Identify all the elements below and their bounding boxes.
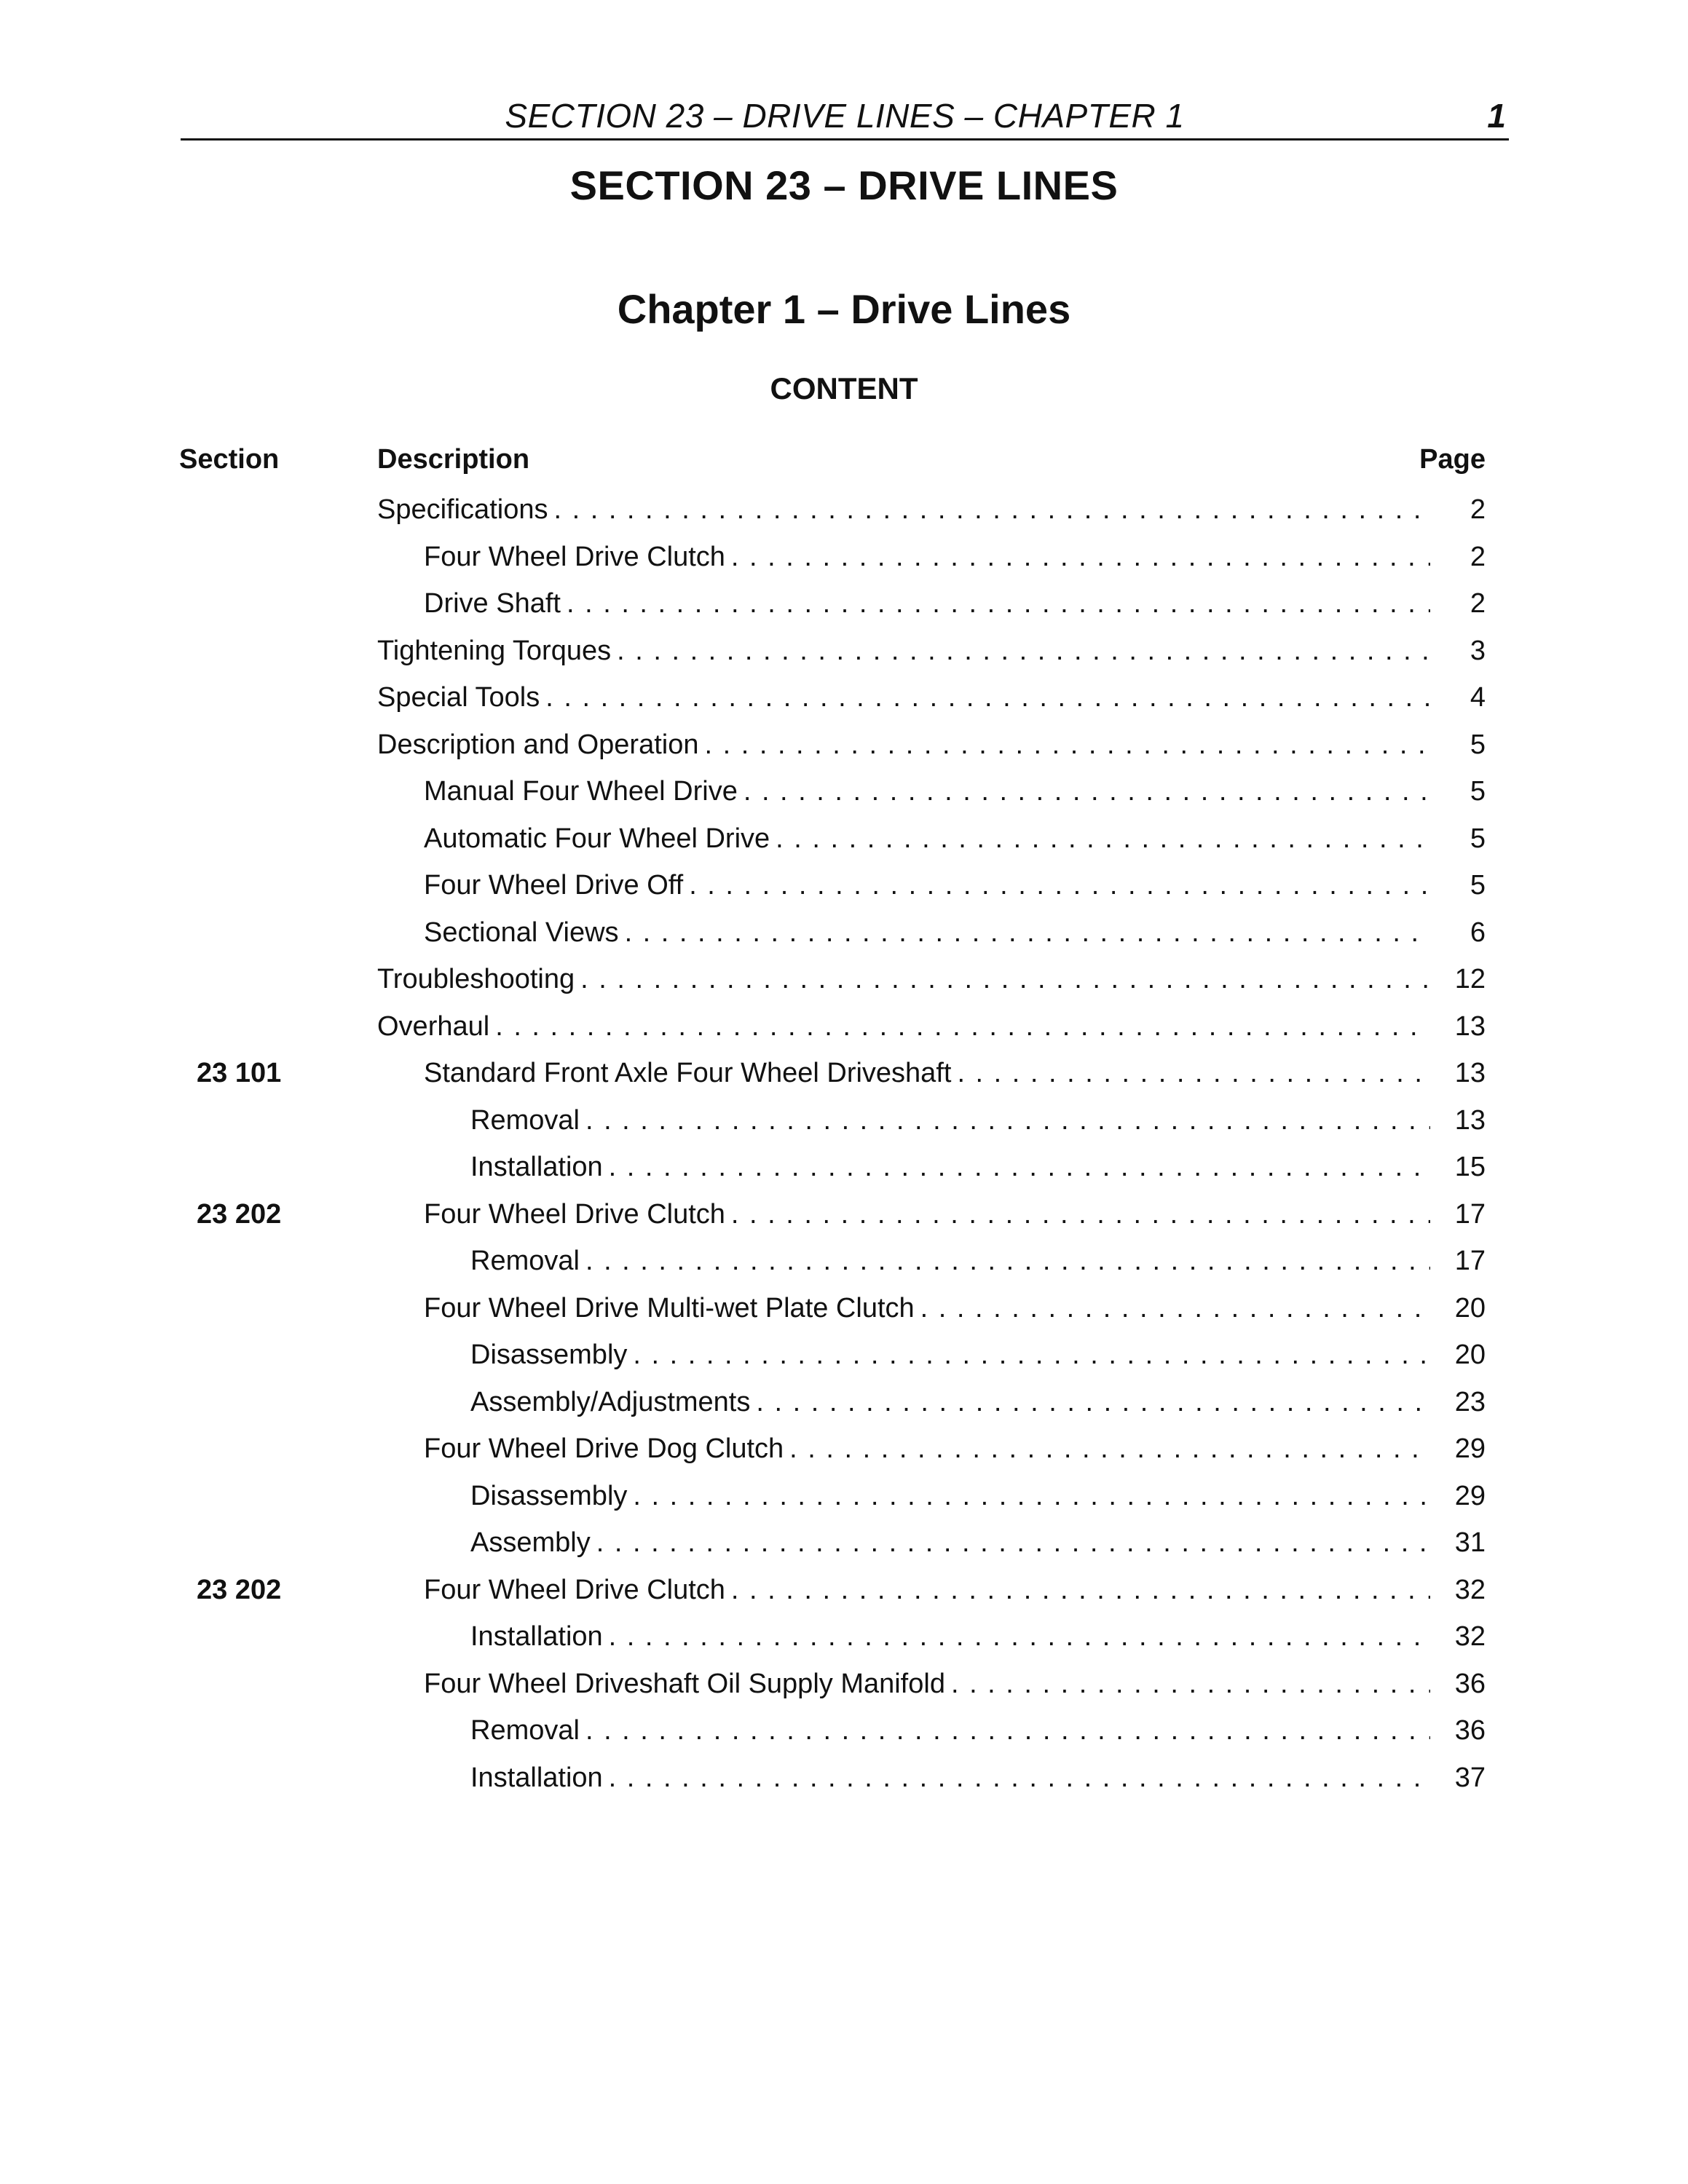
toc-row xyxy=(0,1003,1688,1051)
toc-entry-page: 5 xyxy=(1470,729,1486,760)
toc-entry-label: Specifications xyxy=(377,494,548,525)
toc-entry-label: Drive Shaft xyxy=(424,588,561,619)
dot-leader xyxy=(575,956,1430,1003)
toc-entry-label: Four Wheel Driveshaft Oil Supply Manifold xyxy=(424,1668,945,1699)
toc-row xyxy=(0,1379,1688,1426)
dot-leader xyxy=(603,1613,1430,1661)
toc-entry-page: 2 xyxy=(1470,588,1486,619)
dot-leader xyxy=(580,1707,1430,1754)
dot-leader xyxy=(580,1238,1430,1285)
toc-entry[interactable] xyxy=(424,768,1486,815)
toc-entry[interactable] xyxy=(470,1613,1486,1661)
toc-entry[interactable] xyxy=(424,815,1486,863)
toc-entry[interactable] xyxy=(470,1754,1486,1802)
toc-entry-page: 32 xyxy=(1454,1621,1486,1652)
toc-entry[interactable] xyxy=(377,486,1486,534)
dot-leader xyxy=(627,1473,1430,1520)
toc-row xyxy=(0,580,1688,628)
toc-row xyxy=(0,1473,1688,1520)
toc-entry-page: 37 xyxy=(1454,1762,1486,1793)
toc-row xyxy=(0,1707,1688,1754)
toc-entry-label: Installation xyxy=(470,1152,603,1182)
toc-entry[interactable] xyxy=(424,1567,1486,1614)
toc-row xyxy=(0,1567,1688,1614)
dot-leader xyxy=(750,1379,1430,1426)
dot-leader xyxy=(627,1332,1430,1379)
toc-row xyxy=(0,1332,1688,1379)
dot-leader xyxy=(725,1567,1430,1614)
toc-entry[interactable] xyxy=(424,1050,1486,1097)
toc-entry-label: Disassembly xyxy=(470,1340,628,1370)
toc-entry-label: Overhaul xyxy=(377,1010,490,1042)
dot-leader xyxy=(611,628,1430,675)
toc-entry[interactable] xyxy=(424,909,1486,957)
toc-row xyxy=(0,534,1688,581)
toc-entry[interactable] xyxy=(424,1661,1486,1708)
toc-entry-label: Standard Front Axle Four Wheel Driveshaft xyxy=(424,1058,952,1088)
toc-row xyxy=(0,909,1688,957)
toc-entry[interactable] xyxy=(424,580,1486,628)
toc-row xyxy=(0,486,1688,534)
toc-entry-label: Removal xyxy=(470,1104,580,1136)
toc-entry-label: Description and Operation xyxy=(377,729,699,760)
toc-row xyxy=(0,1238,1688,1285)
toc-entry-page: 3 xyxy=(1470,635,1486,666)
toc-entry-label: Assembly/Adjustments xyxy=(470,1386,751,1417)
dot-leader xyxy=(698,721,1430,769)
toc-entry-page: 29 xyxy=(1454,1433,1486,1464)
page-number: 1 xyxy=(1487,97,1506,135)
toc-entry[interactable] xyxy=(470,1097,1486,1144)
toc-row xyxy=(0,862,1688,909)
toc-row xyxy=(0,1191,1688,1238)
dot-leader xyxy=(548,486,1430,534)
toc-entry-label: Four Wheel Drive Clutch xyxy=(424,1574,725,1605)
toc-row xyxy=(0,956,1688,1003)
running-title: SECTION 23 – DRIVE LINES – CHAPTER 1 xyxy=(505,97,1185,135)
dot-leader xyxy=(945,1661,1430,1708)
toc-section-code: 23 202 xyxy=(197,1198,282,1230)
toc-entry[interactable] xyxy=(377,628,1486,675)
toc-entry-page: 31 xyxy=(1454,1527,1486,1558)
dot-leader xyxy=(540,674,1430,721)
toc-row xyxy=(0,628,1688,675)
toc-entry[interactable] xyxy=(377,956,1486,1003)
toc-entry-page: 13 xyxy=(1454,1104,1486,1136)
chapter-title: Chapter 1 – Drive Lines xyxy=(617,286,1071,332)
toc-entry[interactable] xyxy=(424,534,1486,581)
toc-entry-page: 12 xyxy=(1454,964,1486,994)
toc-entry-page: 5 xyxy=(1470,823,1486,854)
toc-row xyxy=(0,674,1688,721)
column-header-page: Page xyxy=(1419,444,1486,475)
toc-entry-label: Installation xyxy=(470,1621,603,1652)
toc-entry-label: Four Wheel Drive Multi-wet Plate Clutch xyxy=(424,1292,915,1324)
dot-leader xyxy=(683,862,1430,909)
toc-entry[interactable] xyxy=(424,1425,1486,1473)
toc-entry[interactable] xyxy=(470,1238,1486,1285)
toc-entry-label: Special Tools xyxy=(377,682,540,713)
dot-leader xyxy=(489,1003,1430,1051)
dot-leader xyxy=(619,909,1430,957)
toc-entry[interactable] xyxy=(470,1144,1486,1191)
toc-entry-page: 6 xyxy=(1470,917,1486,948)
toc-entry-label: Installation xyxy=(470,1762,603,1793)
toc-entry-label: Troubleshooting xyxy=(377,964,575,994)
toc-row xyxy=(0,1613,1688,1661)
toc-entry[interactable] xyxy=(424,1191,1486,1238)
toc-section-code: 23 202 xyxy=(197,1574,282,1605)
toc-entry-label: Tightening Torques xyxy=(377,635,612,666)
dot-leader xyxy=(784,1425,1430,1473)
toc-entry-label: Four Wheel Drive Off xyxy=(424,870,684,901)
toc-entry[interactable] xyxy=(470,1707,1486,1754)
toc-entry-label: Removal xyxy=(470,1715,580,1746)
dot-leader xyxy=(603,1144,1430,1191)
dot-leader xyxy=(915,1285,1430,1332)
table-of-contents xyxy=(0,486,1688,1801)
toc-entry-page: 23 xyxy=(1454,1386,1486,1417)
toc-entry-page: 32 xyxy=(1454,1574,1486,1605)
running-header xyxy=(181,93,1509,141)
toc-entry-page: 13 xyxy=(1454,1058,1486,1088)
toc-row xyxy=(0,1754,1688,1802)
toc-entry[interactable] xyxy=(470,1379,1486,1426)
toc-row xyxy=(0,1144,1688,1191)
toc-entry[interactable] xyxy=(377,721,1486,769)
toc-entry-page: 17 xyxy=(1454,1246,1486,1276)
toc-row xyxy=(0,1661,1688,1708)
toc-row xyxy=(0,1050,1688,1097)
toc-row xyxy=(0,1519,1688,1567)
toc-entry-label: Assembly xyxy=(470,1527,591,1558)
toc-row xyxy=(0,1097,1688,1144)
toc-entry-page: 13 xyxy=(1454,1010,1486,1042)
dot-leader xyxy=(951,1050,1430,1097)
toc-entry-page: 20 xyxy=(1454,1292,1486,1324)
toc-entry-page: 4 xyxy=(1470,682,1486,713)
toc-entry[interactable] xyxy=(470,1473,1486,1520)
dot-leader xyxy=(591,1519,1430,1567)
toc-row xyxy=(0,815,1688,863)
toc-row xyxy=(0,768,1688,815)
toc-entry-label: Manual Four Wheel Drive xyxy=(424,776,738,807)
toc-entry-page: 17 xyxy=(1454,1198,1486,1230)
toc-entry-page: 36 xyxy=(1454,1668,1486,1699)
dot-leader xyxy=(725,1191,1430,1238)
toc-entry-label: Four Wheel Drive Clutch xyxy=(424,541,725,572)
toc-entry-page: 36 xyxy=(1454,1715,1486,1746)
toc-entry-page: 5 xyxy=(1470,870,1486,901)
toc-entry-label: Sectional Views xyxy=(424,917,619,948)
toc-entry-label: Disassembly xyxy=(470,1480,628,1511)
toc-entry[interactable] xyxy=(470,1332,1486,1379)
column-header-section: Section xyxy=(179,444,280,475)
toc-row xyxy=(0,1425,1688,1473)
toc-row xyxy=(0,1285,1688,1332)
dot-leader xyxy=(770,815,1430,863)
toc-entry[interactable] xyxy=(377,674,1486,721)
toc-section-code: 23 101 xyxy=(197,1058,282,1088)
toc-entry-page: 2 xyxy=(1470,541,1486,572)
dot-leader xyxy=(580,1097,1430,1144)
column-header-description: Description xyxy=(377,444,530,475)
dot-leader xyxy=(725,534,1430,581)
toc-entry[interactable] xyxy=(424,862,1486,909)
toc-entry-page: 5 xyxy=(1470,776,1486,807)
toc-entry-page: 20 xyxy=(1454,1340,1486,1370)
dot-leader xyxy=(603,1754,1430,1802)
dot-leader xyxy=(738,768,1430,815)
toc-entry-page: 2 xyxy=(1470,494,1486,525)
toc-entry-page: 15 xyxy=(1454,1152,1486,1182)
toc-entry[interactable] xyxy=(377,1003,1486,1051)
toc-entry-label: Four Wheel Drive Dog Clutch xyxy=(424,1433,784,1464)
dot-leader xyxy=(561,580,1430,628)
toc-entry-label: Four Wheel Drive Clutch xyxy=(424,1198,725,1230)
section-title: SECTION 23 – DRIVE LINES xyxy=(569,162,1119,208)
toc-row xyxy=(0,721,1688,769)
toc-entry[interactable] xyxy=(470,1519,1486,1567)
toc-entry-label: Automatic Four Wheel Drive xyxy=(424,823,770,854)
toc-entry-page: 29 xyxy=(1454,1480,1486,1511)
toc-entry[interactable] xyxy=(424,1285,1486,1332)
content-heading: CONTENT xyxy=(770,371,918,405)
toc-entry-label: Removal xyxy=(470,1246,580,1276)
